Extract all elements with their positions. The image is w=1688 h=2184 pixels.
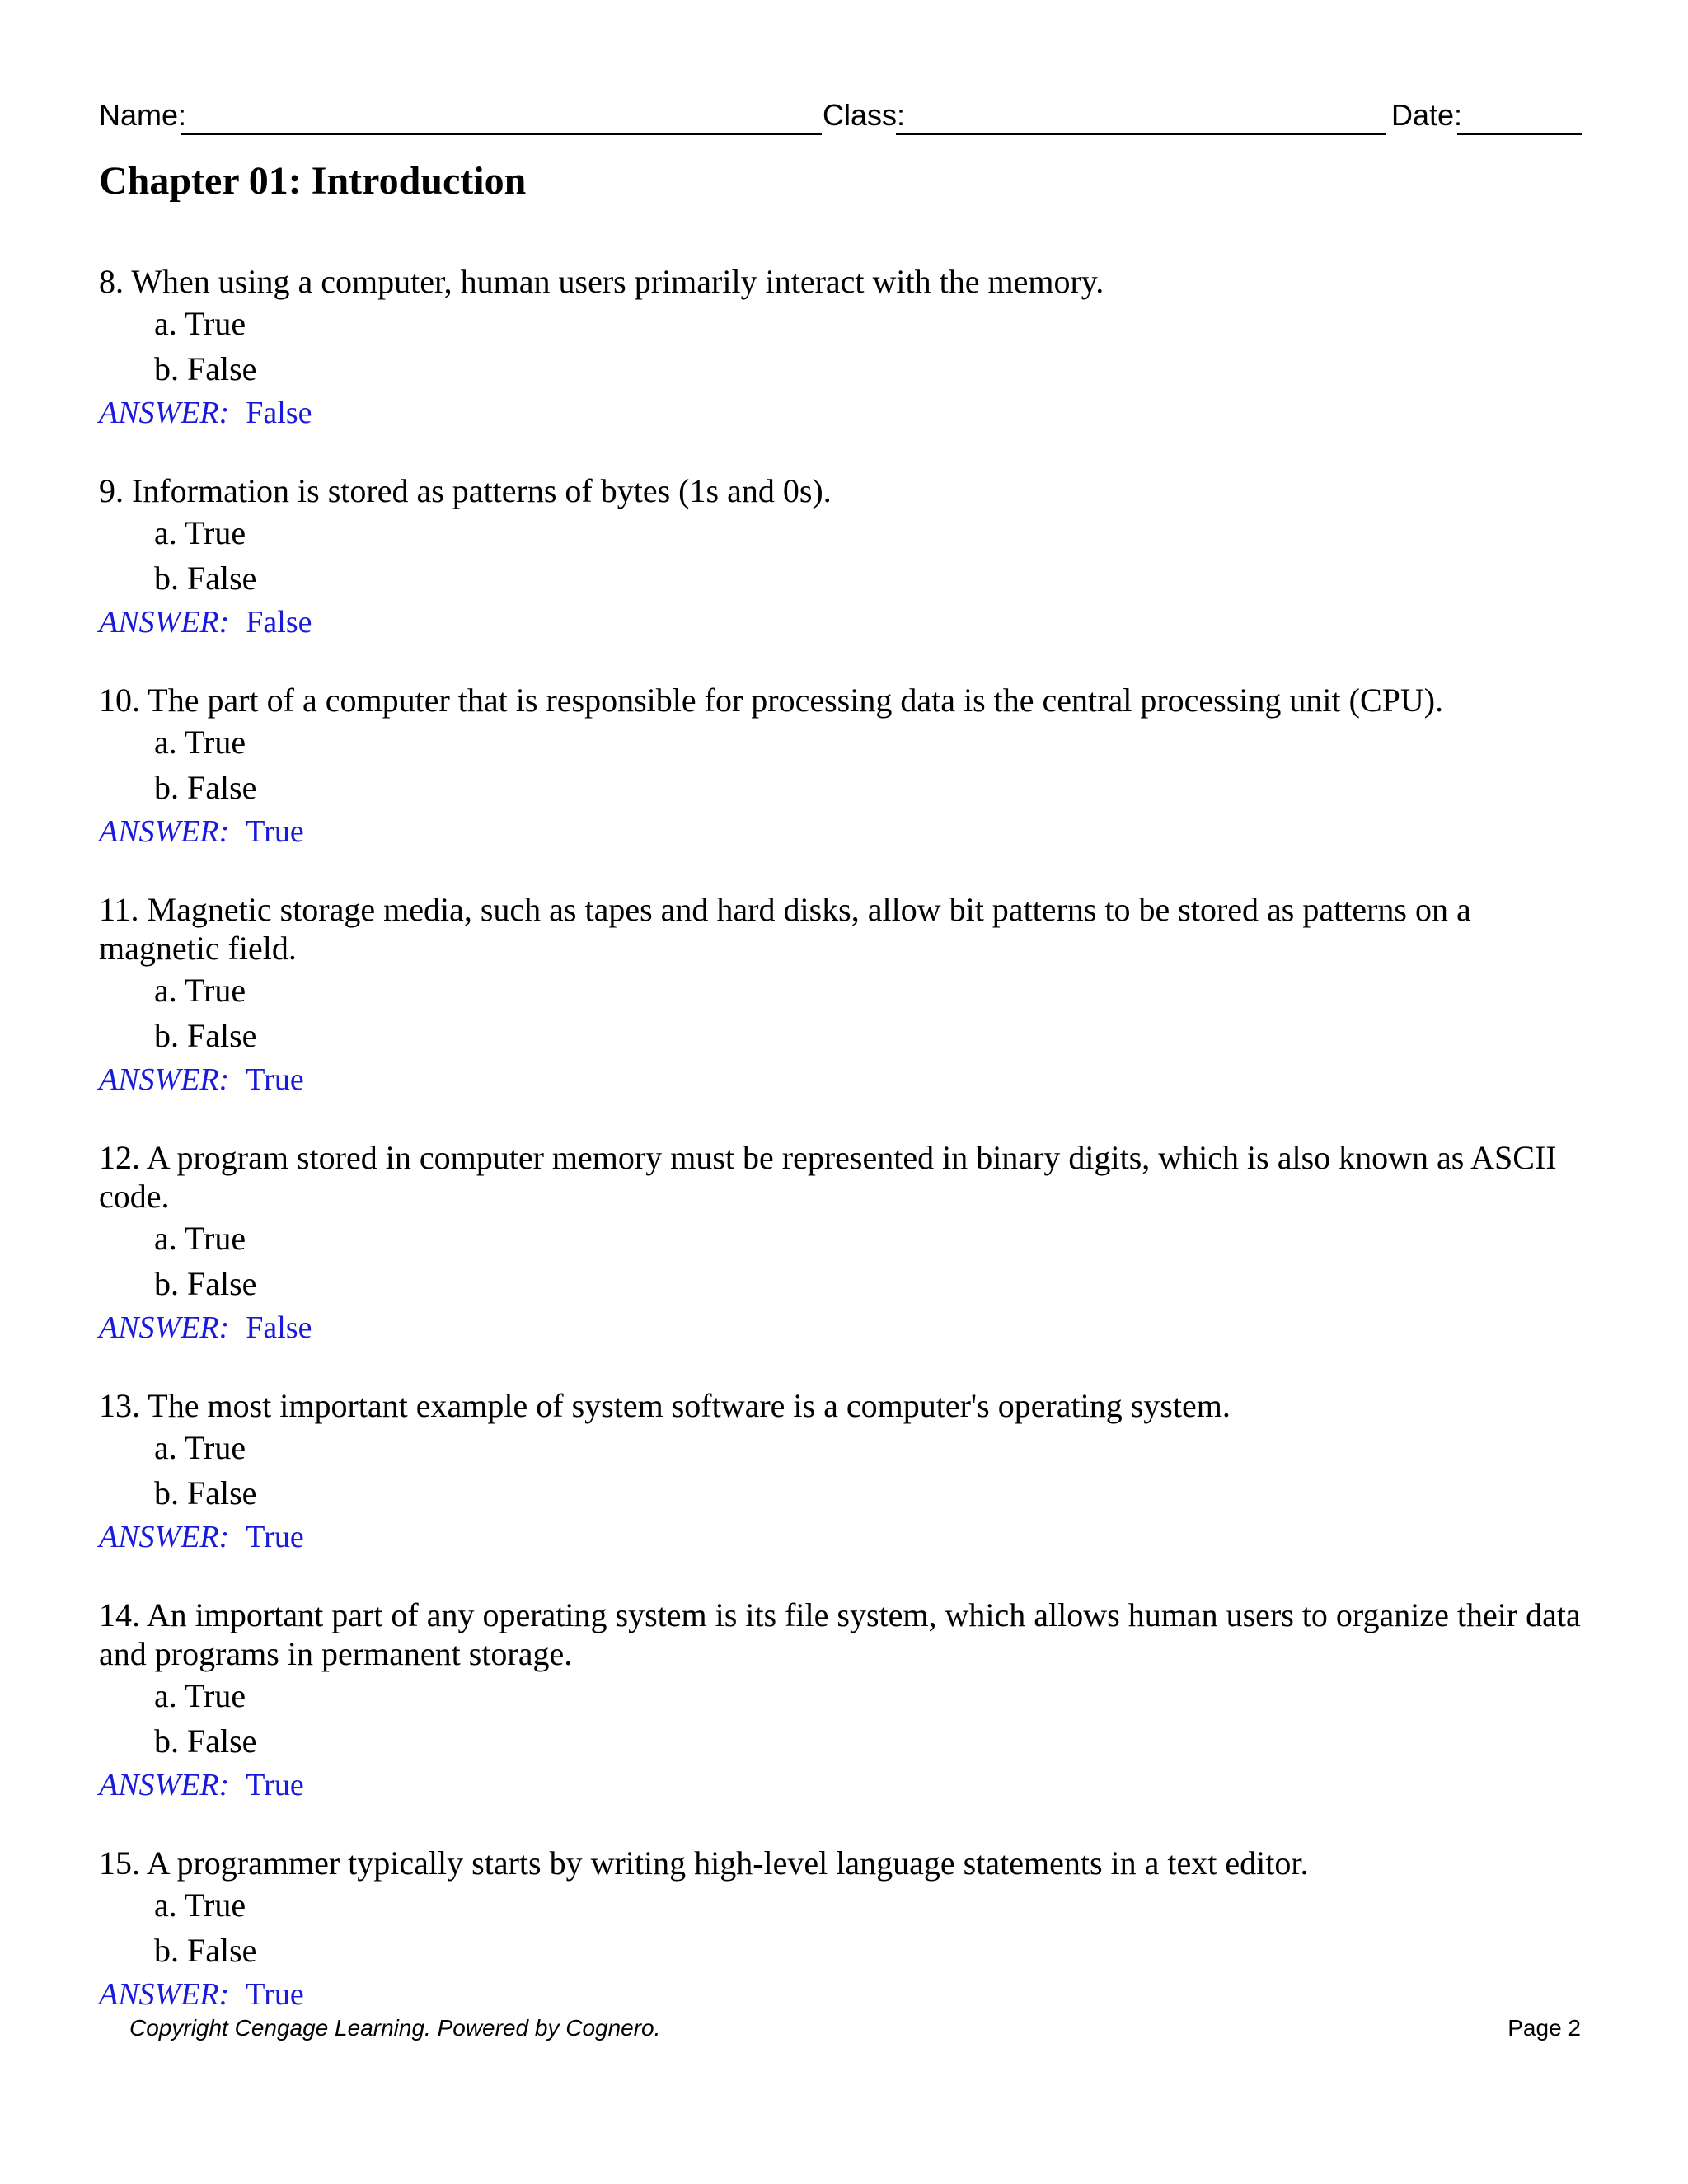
question-item xyxy=(99,1386,1582,1558)
answer-line: ANSWER: True xyxy=(99,1062,304,1097)
option-true: a. True xyxy=(154,514,246,551)
date-blank xyxy=(1457,133,1582,135)
option-false: b. False xyxy=(154,350,257,387)
option-false: b. False xyxy=(154,1474,257,1511)
option-true: a. True xyxy=(154,1677,246,1714)
question-text: 11. Magnetic storage media, such as tapes and hard disks, allow bit patterns to be stored as patterns on a magnetic field. xyxy=(99,891,1471,967)
date-label: Date: xyxy=(1391,98,1463,132)
page-number: Page 2 xyxy=(1507,2015,1581,2041)
option-false: b. False xyxy=(154,1017,257,1054)
question-item xyxy=(99,890,1582,1101)
answer-line: ANSWER: True xyxy=(99,814,304,849)
question-item xyxy=(99,681,1582,853)
question-text: 10. The part of a computer that is responsible for processing data is the central processing unit (CPU). xyxy=(99,682,1444,719)
question-text: 13. The most important example of system software is a computer's operating system. xyxy=(99,1387,1231,1424)
class-blank xyxy=(896,133,1386,135)
question-text: 14. An important part of any operating system is its file system, which allows human users to organize their data and programs in permanent storage. xyxy=(99,1596,1581,1672)
question-item xyxy=(99,471,1582,644)
option-false: b. False xyxy=(154,1265,257,1302)
question-text: 12. A program stored in computer memory must be represented in binary digits, which is also known as ASCII code. xyxy=(99,1139,1557,1215)
footer-copyright: Copyright Cengage Learning. Powered by Cognero. xyxy=(129,2015,661,2041)
answer-line: ANSWER: True xyxy=(99,1520,304,1554)
option-false: b. False xyxy=(154,769,257,806)
name-label: Name: xyxy=(99,98,187,132)
answer-value: True xyxy=(246,1520,304,1554)
answer-value: True xyxy=(246,1768,304,1802)
option-true: a. True xyxy=(154,1886,246,1924)
option-true: a. True xyxy=(154,972,246,1009)
answer-line: ANSWER: True xyxy=(99,1768,304,1802)
answer-value: False xyxy=(246,605,312,640)
answer-line: ANSWER: False xyxy=(99,396,312,430)
chapter-title: Chapter 01: Introduction xyxy=(99,159,527,203)
answer-value: True xyxy=(246,1062,304,1097)
question-item xyxy=(99,1844,1582,2016)
answer-line: ANSWER: False xyxy=(99,1310,312,1345)
student-info-header xyxy=(99,95,1582,136)
class-label: Class: xyxy=(823,98,906,132)
option-true: a. True xyxy=(154,1220,246,1257)
question-text: 15. A programmer typically starts by writing high-level language statements in a text editor. xyxy=(99,1844,1309,1882)
answer-value: False xyxy=(246,1310,312,1345)
option-true: a. True xyxy=(154,724,246,761)
option-true: a. True xyxy=(154,1429,246,1466)
question-text: 8. When using a computer, human users primarily interact with the memory. xyxy=(99,263,1104,300)
answer-line: ANSWER: True xyxy=(99,1977,304,2012)
question-text: 9. Information is stored as patterns of bytes (1s and 0s). xyxy=(99,472,832,509)
answer-line: ANSWER: False xyxy=(99,605,312,640)
option-false: b. False xyxy=(154,560,257,597)
option-false: b. False xyxy=(154,1932,257,1969)
answer-value: True xyxy=(246,1977,304,2012)
question-item xyxy=(99,1138,1582,1349)
question-item xyxy=(99,262,1582,434)
question-list xyxy=(99,262,1582,2053)
option-false: b. False xyxy=(154,1722,257,1760)
name-blank xyxy=(181,133,822,135)
answer-value: False xyxy=(246,396,312,430)
question-item xyxy=(99,1596,1582,1807)
option-true: a. True xyxy=(154,305,246,342)
answer-value: True xyxy=(246,814,304,849)
